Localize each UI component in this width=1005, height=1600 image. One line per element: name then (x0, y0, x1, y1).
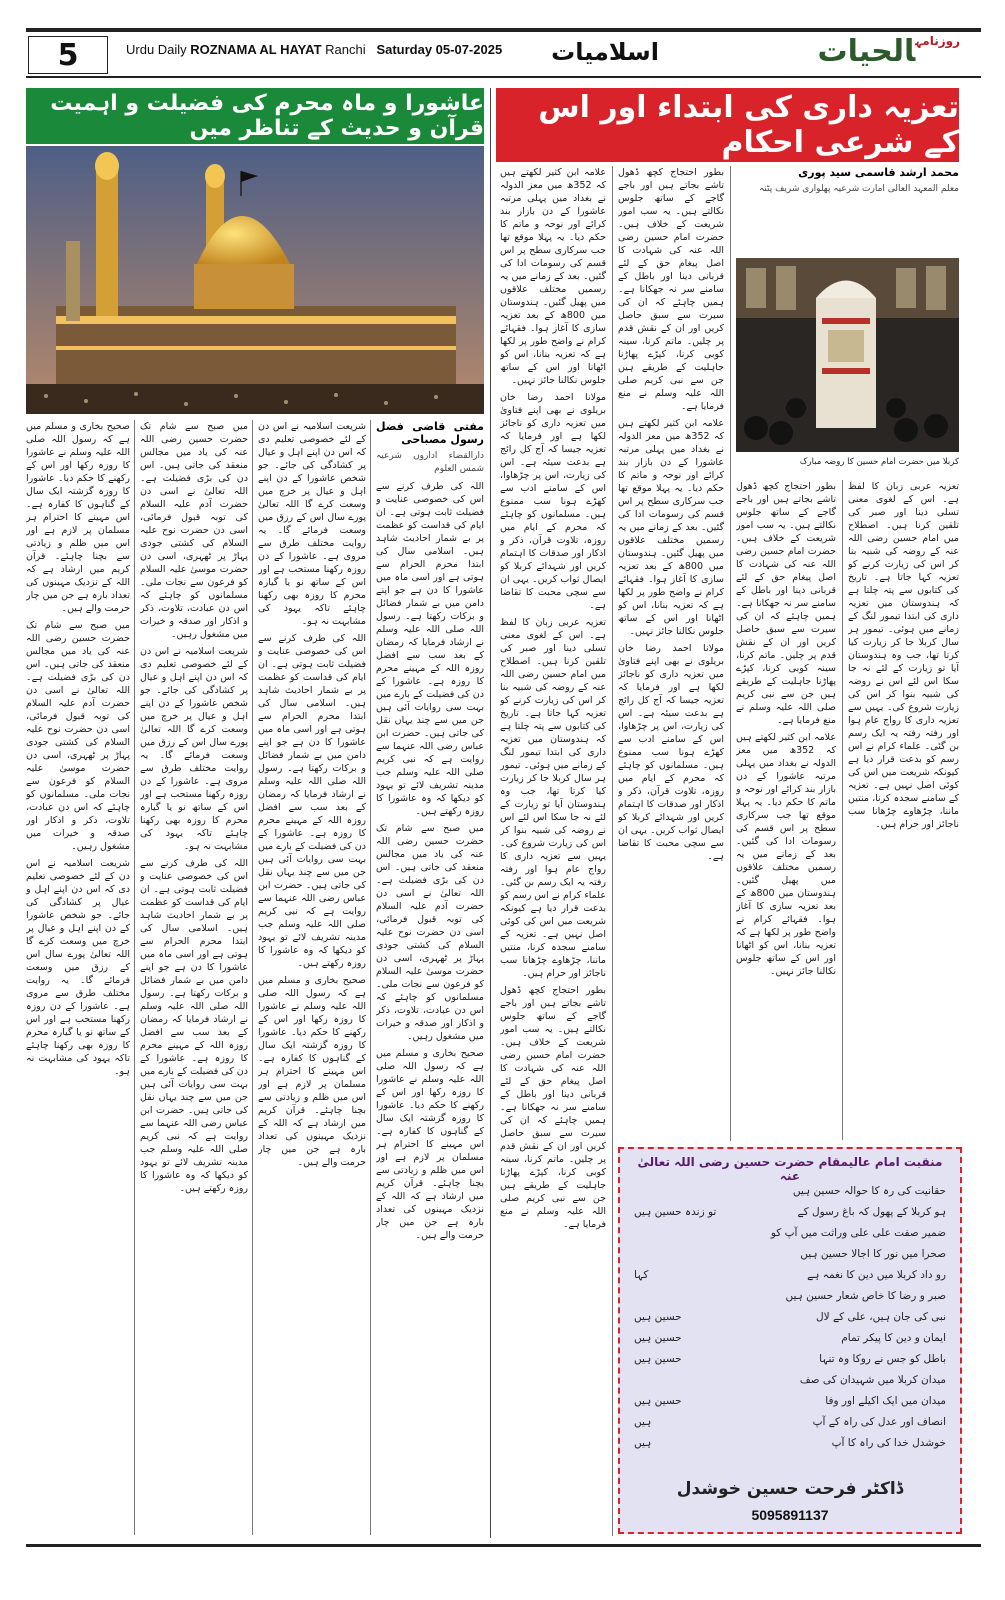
left-col2-text-cont2: صحیح بخاری و مسلم میں ہے کہ رسول اللہ صلی اللہ علیہ وسلم نے عاشورا کا روزہ رکھا اور اس کے رکھنے کا حکم دیا۔ عاشورا کا روزہ گزشتہ ایک سال کے گناہوں کا کفارہ ہے۔ اس مہینے کا احترام ہر مسلمان پر لازم ہے اور اس میں ظلم و زیادتی سے بچنا چاہئے۔ قرآن کریم میں ارشاد ہے کہ اللہ کے نزدیک مہینوں کی تعداد بارہ ہے جن میں چار حرمت والے ہیں۔ (258, 975, 366, 1168)
poem-line (634, 1307, 946, 1328)
poem-line (634, 1286, 946, 1307)
tazia-photo (736, 258, 959, 452)
right-article-col-2 (618, 166, 724, 1141)
poem-line-text: ہو کربلا کے پھول کہ باغ رسول کے (797, 1206, 946, 1218)
left-article-col-2 (258, 420, 366, 1535)
left-col1-text-cont2: صحیح بخاری و مسلم میں ہے کہ رسول اللہ صلی اللہ علیہ وسلم نے عاشورا کا روزہ رکھا اور اس کے رکھنے کا حکم دیا۔ عاشورا کا روزہ گزشتہ ایک سال کے گناہوں کا کفارہ ہے۔ اس مہینے کا احترام ہر مسلمان پر لازم ہے اور اس میں ظلم و زیادتی سے بچنا چاہئے۔ قرآن کریم میں ارشاد ہے کہ اللہ کے نزدیک مہینوں کی تعداد بارہ ہے جن میں چار حرمت والے ہیں۔ (376, 1048, 484, 1241)
left-col4-text: صحیح بخاری و مسلم میں ہے کہ رسول اللہ صلی اللہ علیہ وسلم نے عاشورا کا روزہ رکھا اور اس کے رکھنے کا حکم دیا۔ عاشورا کا روزہ گزشتہ ایک سال کے گناہوں کا کفارہ ہے۔ اس مہینے کا احترام ہر مسلمان پر لازم ہے اور اس میں ظلم و زیادتی سے بچنا چاہئے۔ قرآن کریم میں ارشاد ہے کہ اللہ کے نزدیک مہینوں کی تعداد بارہ ہے جن میں چار حرمت والے ہیں۔ (26, 421, 130, 614)
left-byline: مفتی قاضی فضل رسول مصباحی (376, 420, 484, 446)
poem-line-text: ضمیر صفت علی علی وراثت میں آپ کو (770, 1227, 946, 1239)
poem-title: منقبت امام عالیمقام حضرت حسین رضی اللہ تعالیٰ عنہ (637, 1155, 943, 1183)
right-article-col-1b (736, 480, 836, 1140)
poem-line (634, 1391, 946, 1412)
poem-line-text: حقانیت کی رہ کا حوالہ حسین ہیں (792, 1185, 946, 1197)
paper-info (126, 42, 502, 57)
left-article-col-4 (26, 420, 130, 1535)
right-byline: محمد ارشد قاسمی سید پوری (798, 166, 959, 179)
poem-line (634, 1202, 946, 1223)
poem-line (634, 1328, 946, 1349)
paper-label-prefix: Urdu Daily (126, 42, 191, 57)
poem-line-text: میدان کربلا میں شہیدان کی صف (799, 1374, 946, 1386)
right-col3-text-cont2: تعزیہ عربی زبان کا لفظ ہے۔ اس کے لغوی معنی تسلی دینا اور صبر کی تلقین کرنا ہیں۔ اصطلاح میں امام حسین رضی اللہ عنہ کے روضہ کی شبیہ بنا کر اس کی زیارت کرنے کو تعزیہ کہا جاتا ہے۔ تاریخ کی کتابوں سے پتہ چلتا ہے کہ ہندوستان میں تعزیہ داری کی ابتدا تیمور لنگ کے زمانے میں ہوئی۔ تیمور ہر سال کربلا جا کر زیارت کیا کرتا تھا، جب وہ ہندوستان آیا تو زیارت کے لئے نہ جا سکا اس لئے اس نے روضہ کی شبیہ بنوا کر اس کی زیارت شروع کی۔ یہیں سے تعزیہ داری کا رواج عام ہوا اور رفتہ رفتہ یہ ایک رسم بن گئی۔ علماء کرام نے اس رسم کو بدعت قرار دیا ہے کیونکہ شریعت میں اس کی کوئی اصل نہیں ہے۔ تعزیہ کے سامنے سجدہ کرنا، منتیں ماننا، چڑھاوے چڑھانا سب ناجائز اور حرام ہیں۔ (500, 617, 606, 979)
poem-line-text: نبی کی جان ہیں، علی کے لال (816, 1311, 946, 1323)
poem-line (634, 1433, 946, 1454)
right-col1b-text: بطور احتجاج کچھ ڈھول تاشے بجاتے ہیں اور باجے گاجے کے ساتھ جلوس نکالتے ہیں۔ یہ سب امور شریعت کے خلاف ہیں۔ حضرت امام حسین رضی اللہ عنہ کی شہادت کا اصل پیغام حق کے لئے قربانی دینا اور باطل کے سامنے سر نہ جھکانا ہے۔ ہمیں چاہئے کہ ان کی سیرت سے سبق حاصل کریں اور ان کے نقش قدم پر چلیں۔ ماتم کرنا، سینہ کوبی کرنا، کپڑے پھاڑنا جاہلیت کے طریقے ہیں جن سے نبی کریم صلی اللہ علیہ وسلم نے منع فرمایا ہے۔ (736, 481, 836, 726)
poem-line (634, 1244, 946, 1265)
left-col4-text-cont: میں صبح سے شام تک حضرت حسین رضی اللہ عنہ کی یاد میں مجالس منعقد کی جاتی ہیں۔ اس دن کی بڑی فضیلت ہے۔ اللہ تعالیٰ نے اسی دن حضرت آدم علیہ السلام کی توبہ قبول فرمائی، اسی دن حضرت نوح علیہ السلام کی کشتی جودی پہاڑ پر ٹھہری، اسی دن حضرت موسیٰ علیہ السلام کو فرعون سے نجات ملی۔ مسلمانوں کو چاہئے کہ اس دن عبادت، تلاوت، ذکر و اذکار اور صدقہ و خیرات میں مشغول رہیں۔ (26, 620, 130, 852)
top-rule (26, 28, 981, 32)
poem-phone: 5095891137 (751, 1507, 829, 1523)
poem-line (634, 1181, 946, 1202)
column-rule (612, 166, 613, 1536)
left-article-col-3 (140, 420, 248, 1535)
header-rule (26, 76, 981, 78)
poem-line (634, 1223, 946, 1244)
shrine-illustration (26, 146, 484, 414)
left-col4-text-cont2: شریعت اسلامیہ نے اس دن کے لئے خصوصی تعلیم دی کہ اس دن اپنے اہل و عیال پر کشادگی کی جائے۔ جو شخص عاشورا کے دن اپنے اہل و عیال پر خرچ میں وسعت کرے گا اللہ تعالیٰ پورے سال اس کے رزق میں وسعت فرمائے گا۔ یہ روایت مختلف طرق سے مروی ہے۔ عاشورا کے دن روزہ رکھنا مستحب ہے اور اس کے ساتھ نو یا گیارہ محرم کا روزہ بھی رکھنا چاہئے تاکہ یہود کی مشابہت نہ ہو۔ (26, 858, 130, 1077)
issue-date: Saturday 05-07-2025 (376, 42, 503, 57)
page-number: 5 (57, 37, 79, 73)
right-col3-text: علامہ ابن کثیر لکھتے ہیں کہ 352ھ میں معز الدولہ نے بغداد میں پہلی مرتبہ عاشورا کے دن بازار بند کرائے اور نوحہ و ماتم کا حکم دیا۔ یہ پہلا موقع تھا جب سرکاری سطح پر اس قسم کی رسومات ادا کی گئیں۔ بعد کے زمانے میں یہ رسمیں مختلف علاقوں میں پھیل گئیں۔ ہندوستان میں 800ھ کے بعد تعزیہ سازی کا آغاز ہوا۔ فقہائے کرام نے واضح طور پر لکھا ہے کہ تعزیہ بنانا، اس کو اٹھانا اور اس کے ساتھ جلوس نکالنا جائز نہیں۔ (500, 167, 606, 386)
left-col2-text-cont: اللہ کی طرف کرنے سے اس کی خصوصی عنایت و فضیلت ثابت ہوتی ہے۔ ان ایام کی قداست کو عظمت پر بے شمار احادیث شاہد ہیں۔ اسلامی سال کی ابتدا محرم الحرام سے ہوتی ہے اور اسی ماہ میں عاشورا کا دن ہے جو اپنے دامن میں بے شمار فضائل و برکات رکھتا ہے۔ رسول اللہ صلی اللہ علیہ وسلم نے ارشاد فرمایا کہ رمضان کے بعد سب سے افضل روزہ اللہ کے مہینے محرم کا روزہ ہے۔ عاشورا کے دن کی فضیلت کے بارے میں بہت سی روایات آئی ہیں جن میں سے چند یہاں نقل کی جاتی ہیں۔ حضرت ابن عباس رضی اللہ عنہما سے روایت ہے کہ نبی کریم صلی اللہ علیہ وسلم جب مدینہ تشریف لائے تو یہود کو دیکھا کہ وہ عاشورا کا روزہ رکھتے ہیں۔ (258, 633, 366, 969)
poem-line-text: تو زندہ حسین ہیں (634, 1206, 717, 1218)
poem-line (634, 1370, 946, 1391)
column-rule (842, 480, 843, 1140)
column-rule (370, 420, 371, 1535)
poem-line-text: حسین ہیں (634, 1353, 682, 1365)
poem-line-text: میدان میں ایک اکیلے اور وفا (825, 1395, 946, 1407)
poem-author: ڈاکٹر فرحت حسین خوشدل (676, 1479, 904, 1499)
left-article-headline: عاشورا و ماہ محرم کی فضیلت و اہمیت قرآن و حدیث کے تناظر میں (26, 88, 484, 144)
masthead-title: الحیات (817, 34, 916, 69)
right-col1-text: تعزیہ عربی زبان کا لفظ ہے۔ اس کے لغوی معنی تسلی دینا اور صبر کی تلقین کرنا ہیں۔ اصطلاح میں امام حسین رضی اللہ عنہ کے روضہ کی شبیہ بنا کر اس کی زیارت کرنے کو تعزیہ کہا جاتا ہے۔ تاریخ کی کتابوں سے پتہ چلتا ہے کہ ہندوستان میں تعزیہ داری کی ابتدا تیمور لنگ کے زمانے میں ہوئی۔ تیمور ہر سال کربلا جا کر زیارت کیا کرتا تھا، جب وہ ہندوستان آیا تو زیارت کے لئے نہ جا سکا اس لئے اس نے روضہ کی شبیہ بنوا کر اس کی زیارت شروع کی۔ یہیں سے تعزیہ داری کا رواج عام ہوا اور رفتہ رفتہ یہ ایک رسم بن گئی۔ علماء کرام نے اس رسم کو بدعت قرار دیا ہے کیونکہ شریعت میں اس کی کوئی اصل نہیں ہے۔ تعزیہ کے سامنے سجدہ کرنا، منتیں ماننا، چڑھاوے چڑھانا سب ناجائز اور حرام ہیں۔ (848, 481, 959, 830)
right-col2-text: بطور احتجاج کچھ ڈھول تاشے بجاتے ہیں اور باجے گاجے کے ساتھ جلوس نکالتے ہیں۔ یہ سب امور شریعت کے خلاف ہیں۔ حضرت امام حسین رضی اللہ عنہ کی شہادت کا اصل پیغام حق کے لئے قربانی دینا اور باطل کے سامنے سر نہ جھکانا ہے۔ ہمیں چاہئے کہ ان کی سیرت سے سبق حاصل کریں اور ان کے نقش قدم پر چلیں۔ ماتم کرنا، سینہ کوبی کرنا، کپڑے پھاڑنا جاہلیت کے طریقے ہیں جن سے نبی کریم صلی اللہ علیہ وسلم نے منع فرمایا ہے۔ (618, 167, 724, 412)
poem-line-text: باطل کو جس نے روکا وہ تنہا (819, 1353, 946, 1365)
poem-line-text: خوشدل خدا کی راہ کا آپ (831, 1437, 946, 1449)
masthead-logo (800, 34, 960, 69)
poem-line-text: صحرا میں نور کا اجالا حسین ہیں (800, 1248, 946, 1260)
left-col2-text: شریعت اسلامیہ نے اس دن کے لئے خصوصی تعلیم دی کہ اس دن اپنے اہل و عیال پر کشادگی کی جائے۔ جو شخص عاشورا کے دن اپنے اہل و عیال پر خرچ میں وسعت کرے گا اللہ تعالیٰ پورے سال اس کے رزق میں وسعت فرمائے گا۔ یہ روایت مختلف طرق سے مروی ہے۔ عاشورا کے دن روزہ رکھنا مستحب ہے اور اس کے ساتھ نو یا گیارہ محرم کا روزہ بھی رکھنا چاہئے تاکہ یہود کی مشابہت نہ ہو۔ (258, 421, 366, 627)
poem-line-text: انصاف اور عدل کی راہ کے آپ (812, 1416, 946, 1428)
poem-line-text: ایمان و دین کا پیکر تمام (841, 1332, 946, 1344)
poem-line-text: کہا (634, 1269, 649, 1281)
right-article-col-1a (848, 480, 959, 1140)
poem-line (634, 1412, 946, 1433)
right-article-headline: تعزیہ داری کی ابتداء اور اس کے شرعی احکام (496, 88, 959, 162)
paper-city: Ranchi (321, 42, 366, 57)
manqabat-poem-box (618, 1147, 962, 1534)
poem-line-text: صبر و رضا کا خاص شعار حسین ہیں (785, 1290, 946, 1302)
right-article-col-3 (500, 166, 606, 1536)
footer-rule (26, 1544, 981, 1547)
right-col2-text-cont2: مولانا احمد رضا خان بریلوی نے بھی اپنے فتاویٰ میں تعزیہ داری کو ناجائز لکھا ہے اور فرمایا کہ تعزیہ جیسا کہ آج کل رائج ہے بدعت سیئہ ہے۔ اس کی زیارت، اس پر چڑھاوا، اس کے سامنے ادب سے کھڑے ہونا سب ممنوع ہیں۔ مسلمانوں کو چاہئے کہ محرم کے ایام میں روزہ، تلاوت قرآن، ذکر و اذکار اور صدقات کا اہتمام کریں اور شہدائے کربلا کو ایصال ثواب کریں۔ یہی ان سے سچی محبت کا تقاضا ہے۔ (618, 643, 724, 862)
poem-line (634, 1265, 946, 1286)
left-byline-sub: دارالقضاء اداروں شرعیہ شمس العلوم (376, 451, 484, 474)
tazia-illustration (736, 258, 959, 452)
right-col3-text-cont: مولانا احمد رضا خان بریلوی نے بھی اپنے فتاویٰ میں تعزیہ داری کو ناجائز لکھا ہے اور فرمایا کہ تعزیہ جیسا کہ آج کل رائج ہے بدعت سیئہ ہے۔ اس کی زیارت، اس پر چڑھاوا، اس کے سامنے ادب سے کھڑے ہونا سب ممنوع ہیں۔ مسلمانوں کو چاہئے کہ محرم کے ایام میں روزہ، تلاوت قرآن، ذکر و اذکار اور صدقات کا اہتمام کریں اور شہدائے کربلا کو ایصال ثواب کریں۔ یہی ان سے سچی محبت کا تقاضا ہے۔ (500, 392, 606, 611)
masthead-small: روزنامہ (915, 34, 960, 48)
right-byline-block (736, 166, 959, 254)
page-number-box (28, 36, 108, 74)
left-col3-text-cont2: اللہ کی طرف کرنے سے اس کی خصوصی عنایت و فضیلت ثابت ہوتی ہے۔ ان ایام کی قداست کو عظمت پر بے شمار احادیث شاہد ہیں۔ اسلامی سال کی ابتدا محرم الحرام سے ہوتی ہے اور اسی ماہ میں عاشورا کا دن ہے جو اپنے دامن میں بے شمار فضائل و برکات رکھتا ہے۔ رسول اللہ صلی اللہ علیہ وسلم نے ارشاد فرمایا کہ رمضان کے بعد سب سے افضل روزہ اللہ کے مہینے محرم کا روزہ ہے۔ عاشورا کے دن کی فضیلت کے بارے میں بہت سی روایات آئی ہیں جن میں سے چند یہاں نقل کی جاتی ہیں۔ حضرت ابن عباس رضی اللہ عنہما سے روایت ہے کہ نبی کریم صلی اللہ علیہ وسلم جب مدینہ تشریف لائے تو یہود کو دیکھا کہ وہ عاشورا کا روزہ رکھتے ہیں۔ (140, 858, 248, 1194)
tazia-photo-caption: کربلا میں حضرت امام حسین کا روضہ مبارک (799, 457, 959, 467)
shrine-photo (26, 146, 484, 414)
left-col1-text: اللہ کی طرف کرنے سے اس کی خصوصی عنایت و فضیلت ثابت ہوتی ہے۔ ان ایام کی قداست کو عظمت پر بے شمار احادیث شاہد ہیں۔ اسلامی سال کی ابتدا محرم الحرام سے ہوتی ہے اور اسی ماہ میں عاشورا کا دن ہے جو اپنے دامن میں بے شمار فضائل و برکات رکھتا ہے۔ رسول اللہ صلی اللہ علیہ وسلم نے ارشاد فرمایا کہ رمضان کے بعد سب سے افضل روزہ اللہ کے مہینے محرم کا روزہ ہے۔ عاشورا کے دن کی فضیلت کے بارے میں بہت سی روایات آئی ہیں جن میں سے چند یہاں نقل کی جاتی ہیں۔ حضرت ابن عباس رضی اللہ عنہما سے روایت ہے کہ نبی کریم صلی اللہ علیہ وسلم جب مدینہ تشریف لائے تو یہود کو دیکھا کہ وہ عاشورا کا روزہ رکھتے ہیں۔ (376, 481, 484, 817)
right-col3-text-cont3: بطور احتجاج کچھ ڈھول تاشے بجاتے ہیں اور باجے گاجے کے ساتھ جلوس نکالتے ہیں۔ یہ سب امور شریعت کے خلاف ہیں۔ حضرت امام حسین رضی اللہ عنہ کی شہادت کا اصل پیغام حق کے لئے قربانی دینا اور باطل کے سامنے سر نہ جھکانا ہے۔ ہمیں چاہئے کہ ان کی سیرت سے سبق حاصل کریں اور ان کے نقش قدم پر چلیں۔ ماتم کرنا، سینہ کوبی کرنا، کپڑے پھاڑنا جاہلیت کے طریقے ہیں جن سے نبی کریم صلی اللہ علیہ وسلم نے منع فرمایا ہے۔ (500, 985, 606, 1230)
column-rule (730, 166, 731, 1141)
poem-line-text: رو داد کربلا میں دین کا نغمہ ہے (807, 1269, 946, 1281)
left-col3-text-cont: شریعت اسلامیہ نے اس دن کے لئے خصوصی تعلیم دی کہ اس دن اپنے اہل و عیال پر کشادگی کی جائے۔ جو شخص عاشورا کے دن اپنے اہل و عیال پر خرچ میں وسعت کرے گا اللہ تعالیٰ پورے سال اس کے رزق میں وسعت فرمائے گا۔ یہ روایت مختلف طرق سے مروی ہے۔ عاشورا کے دن روزہ رکھنا مستحب ہے اور اس کے ساتھ نو یا گیارہ محرم کا روزہ بھی رکھنا چاہئے تاکہ یہود کی مشابہت نہ ہو۔ (140, 646, 248, 852)
poem-lines (634, 1181, 946, 1454)
right-byline-sub: معلم المعہد العالی امارت شرعیہ پھلواری شریف پٹنہ (759, 184, 959, 194)
column-rule (134, 420, 135, 1535)
poem-line-text: ہیں (634, 1437, 652, 1449)
right-col1b-text-cont: علامہ ابن کثیر لکھتے ہیں کہ 352ھ میں معز الدولہ نے بغداد میں پہلی مرتبہ عاشورا کے دن بازار بند کرائے اور نوحہ و ماتم کا حکم دیا۔ یہ پہلا موقع تھا جب سرکاری سطح پر اس قسم کی رسومات ادا کی گئیں۔ بعد کے زمانے میں یہ رسمیں مختلف علاقوں میں پھیل گئیں۔ ہندوستان میں 800ھ کے بعد تعزیہ سازی کا آغاز ہوا۔ فقہائے کرام نے واضح طور پر لکھا ہے کہ تعزیہ بنانا، اس کو اٹھانا اور اس کے ساتھ جلوس نکالنا جائز نہیں۔ (736, 732, 836, 977)
poem-line-text: حسین ہیں (634, 1311, 682, 1323)
page-divider (490, 88, 491, 1538)
section-title: اسلامیات (551, 38, 659, 66)
paper-name: ROZNAMA AL HAYAT (190, 42, 322, 57)
left-article-col-1 (376, 420, 484, 1535)
left-col3-text: میں صبح سے شام تک حضرت حسین رضی اللہ عنہ کی یاد میں مجالس منعقد کی جاتی ہیں۔ اس دن کی بڑی فضیلت ہے۔ اللہ تعالیٰ نے اسی دن حضرت آدم علیہ السلام کی توبہ قبول فرمائی، اسی دن حضرت نوح علیہ السلام کی کشتی جودی پہاڑ پر ٹھہری، اسی دن حضرت موسیٰ علیہ السلام کو فرعون سے نجات ملی۔ مسلمانوں کو چاہئے کہ اس دن عبادت، تلاوت، ذکر و اذکار اور صدقہ و خیرات میں مشغول رہیں۔ (140, 421, 248, 640)
poem-line-text: حسین ہیں (634, 1395, 682, 1407)
column-rule (252, 420, 253, 1535)
poem-line (634, 1349, 946, 1370)
right-col2-text-cont: علامہ ابن کثیر لکھتے ہیں کہ 352ھ میں معز الدولہ نے بغداد میں پہلی مرتبہ عاشورا کے دن بازار بند کرائے اور نوحہ و ماتم کا حکم دیا۔ یہ پہلا موقع تھا جب سرکاری سطح پر اس قسم کی رسومات ادا کی گئیں۔ بعد کے زمانے میں یہ رسمیں مختلف علاقوں میں پھیل گئیں۔ ہندوستان میں 800ھ کے بعد تعزیہ سازی کا آغاز ہوا۔ فقہائے کرام نے واضح طور پر لکھا ہے کہ تعزیہ بنانا، اس کو اٹھانا اور اس کے ساتھ جلوس نکالنا جائز نہیں۔ (618, 418, 724, 637)
poem-line-text: حسین ہیں (634, 1332, 682, 1344)
left-col1-text-cont: میں صبح سے شام تک حضرت حسین رضی اللہ عنہ کی یاد میں مجالس منعقد کی جاتی ہیں۔ اس دن کی بڑی فضیلت ہے۔ اللہ تعالیٰ نے اسی دن حضرت آدم علیہ السلام کی توبہ قبول فرمائی، اسی دن حضرت نوح علیہ السلام کی کشتی جودی پہاڑ پر ٹھہری، اسی دن حضرت موسیٰ علیہ السلام کو فرعون سے نجات ملی۔ مسلمانوں کو چاہئے کہ اس دن عبادت، تلاوت، ذکر و اذکار اور صدقہ و خیرات میں مشغول رہیں۔ (376, 823, 484, 1042)
poem-line-text: ہیں (634, 1416, 652, 1428)
